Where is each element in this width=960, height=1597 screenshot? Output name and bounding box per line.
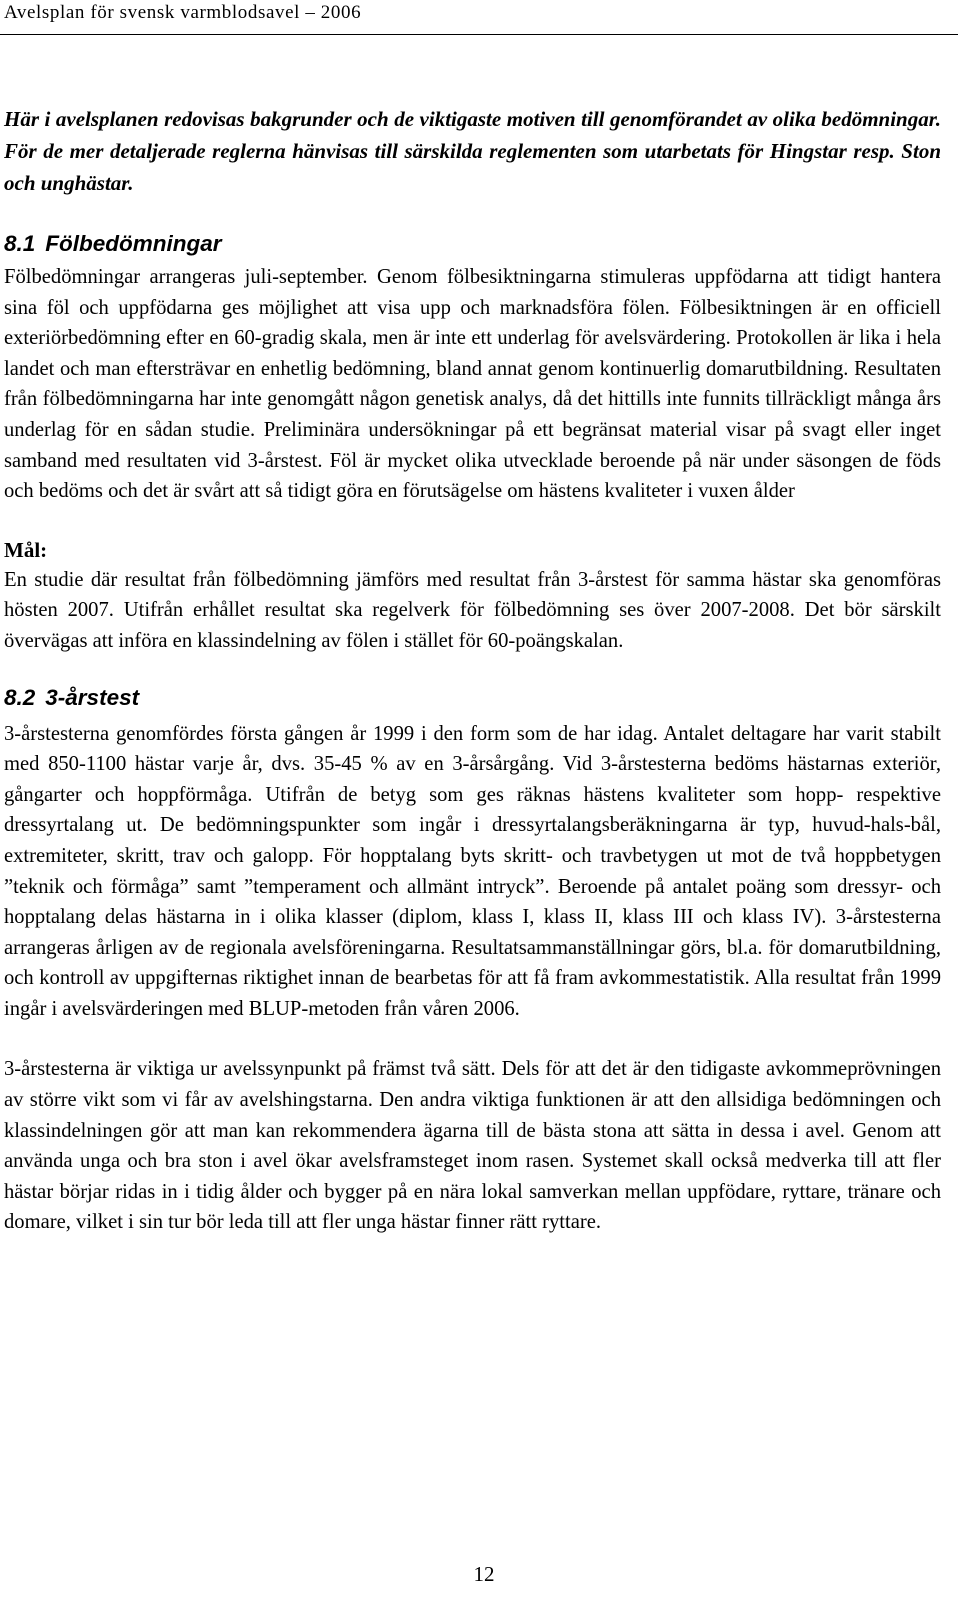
section-heading-8-1 xyxy=(4,229,941,259)
section-number: 8.2 xyxy=(4,684,36,710)
section-8-1-paragraph: Fölbedömningar arrangeras juli-september. Genom fölbesiktningarna stimuleras uppfödarna att tidigt hantera sina föl och uppfödarna ges möjlighet att visa upp och marknadsföra fölen. Fölbesiktningen är en officiell exteriörbedömning efter en 60-gradig skala, men är inte ett underlag för avelsvärdering. Protokollen är lika i hela landet och man eftersträvar en enhetlig bedömning, bland annat genom kontinuerlig domarutbildning. Resultaten från fölbedömningarna har inte genomgått någon genetisk analys, då det hittills inte funnits tillräckligt många års underlag för en sådan studie. Preliminära undersökningar på ett begränsat material visar på svagt eller inget samband med resultaten vid 3-årstest. Föl är mycket olika utvecklade beroende på när under säsongen de föds och bedöms och det är svårt att så tidigt göra en förutsägelse om hästens kvaliteter i vuxen ålder xyxy=(4,266,941,503)
running-header: Avelsplan för svensk varmblodsavel – 2006 xyxy=(4,2,362,23)
section-number: 8.1 xyxy=(4,231,36,256)
intro-paragraph: Här i avelsplanen redovisas bakgrunder och de viktigaste motiven till genomförandet av olika bedömningar. För de mer detaljerade reglerna hänvisas till särskilda reglementen som utarbetats för Hingstar resp. Ston och unghästar. xyxy=(4,107,941,195)
section-title: Fölbedömningar xyxy=(45,231,222,256)
section-8-2-paragraph-2: 3-årstesterna är viktiga ur avelssynpunkt på främst två sätt. Dels för att det är den tidigaste avkommeprövningen av större vikt som vi får av avelshingstarna. Den andra viktiga funktionen är att den allsidiga bedömningen och klassindelningen gör att man kan rekommendera ägarna till de bästa stona att sätta in dessa i avel. Genom att använda unga och bra ston i avel ökar avelsframsteget inom rasen. Systemet skall också medverka till att fler hästar börjar ridas in i tidig ålder och bygger på en nära lokal samverkan mellan uppfödare, ryttare, tränare och domare, vilket i sin tur bör leda till att fler unga hästar finner rätt ryttare. xyxy=(4,1058,941,1234)
page-content xyxy=(4,103,941,1238)
header-rule xyxy=(0,34,958,35)
section-heading-8-2 xyxy=(4,683,941,713)
section-title: 3-årstest xyxy=(45,684,140,710)
section-8-2-paragraph-1: 3-årstesterna genomfördes första gången år 1999 i den form som de har idag. Antalet deltagare har varit stabilt med 850-1100 hästar varje år, dvs. 35-45 % av en 3-årsårgång. Vid 3-årstesterna bedöms hästarnas exteriör, gångarter och hoppförmåga. Utifrån de betyg som ges räknas hästens kvaliteter som hopp- respektive dressyrtalang ut. De bedömningspunkter som ingår i dressyrtalangsberäkningarna är typ, huvud-hals-bål, extremiteter, skritt, trav och galopp. För hopptalang byts skritt- och travbetygen ut mot de två hoppbetygen ”teknik och förmåga” samt ”temperament och allmänt intryck”. Beroende på antalet poäng som dressyr- och hopptalang delas hästarna in i olika klasser (diplom, klass I, klass II, klass III och klass IV). 3-årstesterna arrangeras årligen av de regionala avelsföreningarna. Resultatsammanställningar görs, bl.a. för domarutbildning, och kontroll av uppgifternas riktighet innan de bearbetas för att få fram avkommestatistik. Alla resultat från 1999 ingår i avelsvärderingen med BLUP-metoden från våren 2006. xyxy=(4,722,941,1020)
goal-label: Mål: xyxy=(4,537,48,562)
goal-paragraph: En studie där resultat från fölbedömning jämförs med resultat från 3-årstest för samma hästar ska genomföras hösten 2007. Utifrån erhållet resultat ska regelverk för fölbedömning ses över 2007-2008. Det bör särskilt övervägas att införa en klassindelning av fölen i stället för 60-poängskalan. xyxy=(4,568,941,652)
page-number: 12 xyxy=(473,1562,495,1586)
